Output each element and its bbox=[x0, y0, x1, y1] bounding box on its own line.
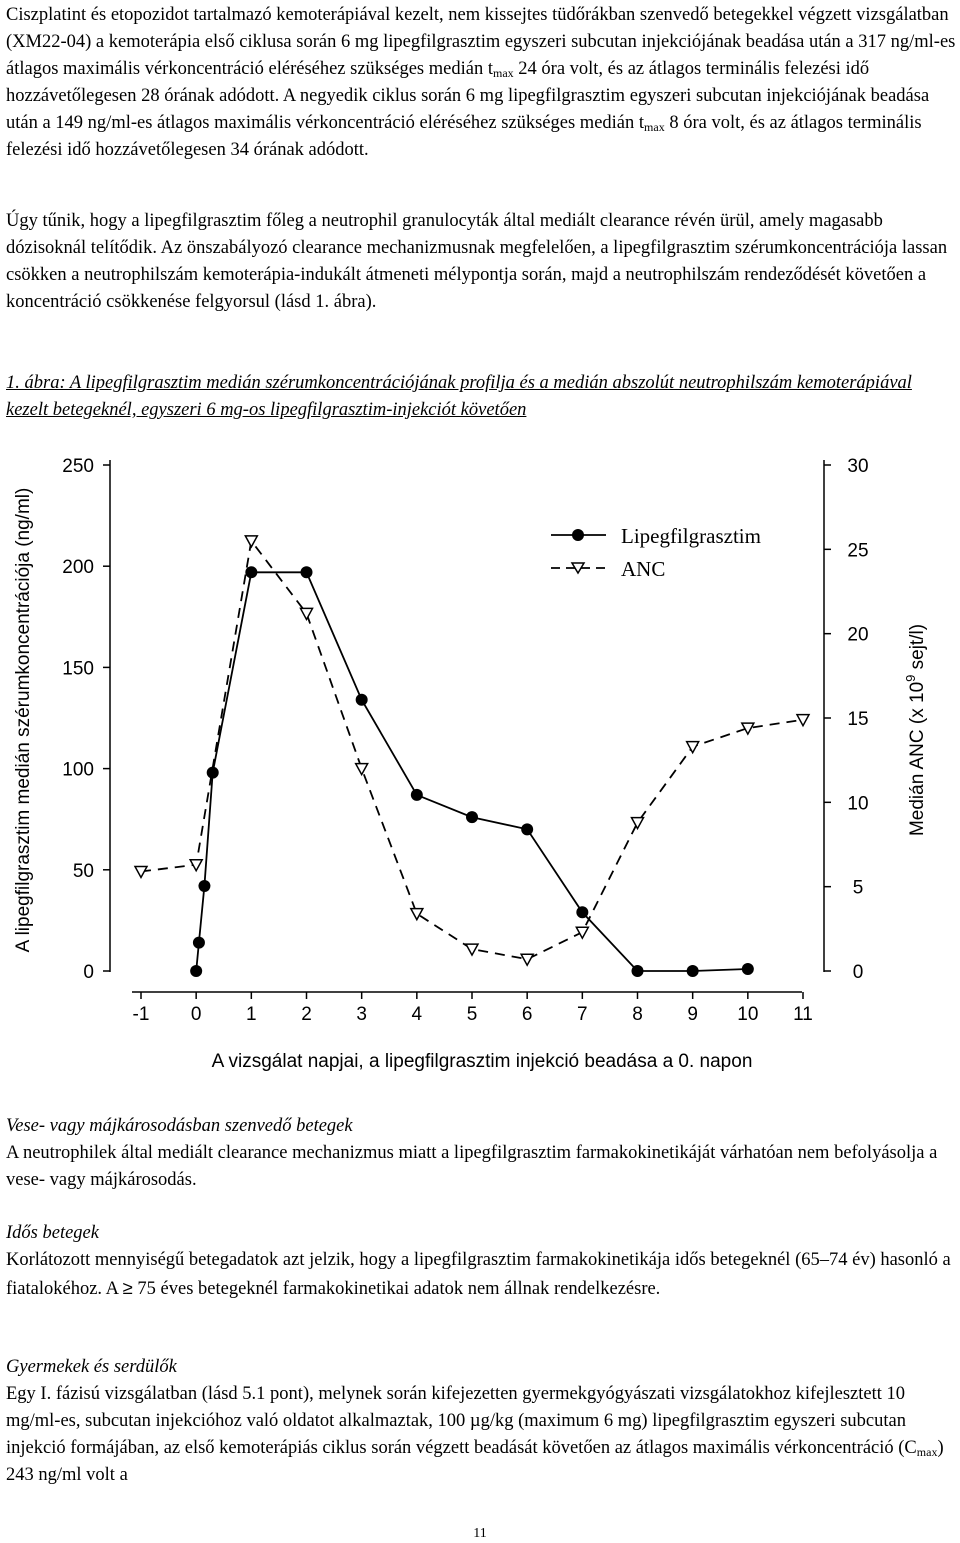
anc-point bbox=[521, 954, 533, 965]
left-tick-label: 250 bbox=[62, 456, 94, 477]
x-tick-label: 5 bbox=[466, 1004, 478, 1025]
page-number: 11 bbox=[473, 1526, 487, 1541]
x-tick-label: 2 bbox=[301, 1004, 312, 1025]
x-axis-label: A vizsgálat napjai, a lipegfilgrasztim injekció beadása a 0. napon bbox=[211, 1051, 753, 1072]
pk-paragraph-1 bbox=[6, 2, 956, 164]
chart-legend bbox=[551, 524, 761, 581]
elderly-heading: Idős betegek bbox=[6, 1223, 99, 1243]
x-tick-label: 1 bbox=[246, 1004, 257, 1025]
x-tick-label: 9 bbox=[687, 1004, 698, 1025]
lipegfilgrasztim-point bbox=[742, 963, 754, 975]
x-tick-label: -1 bbox=[132, 1004, 150, 1025]
series-markers bbox=[135, 536, 809, 977]
lipegfilgrasztim-point bbox=[576, 906, 588, 918]
right-axis-ticks bbox=[824, 456, 869, 983]
anc-point bbox=[356, 764, 368, 775]
x-tick-label: 3 bbox=[356, 1004, 367, 1025]
right-tick-label: 30 bbox=[847, 456, 869, 477]
left-tick-label: 0 bbox=[83, 962, 94, 983]
anc-point bbox=[411, 909, 423, 920]
lipegfilgrasztim-point bbox=[193, 937, 205, 949]
right-tick-label: 0 bbox=[852, 962, 864, 983]
figure-1-chart bbox=[6, 440, 960, 1080]
x-tick-label: 7 bbox=[577, 1004, 588, 1025]
y-axis-right-label: Medián ANC (x $10^9$ sejt/l) bbox=[903, 623, 928, 837]
pediatric-heading: Gyermekek és serdülők bbox=[6, 1357, 177, 1377]
left-axis-ticks bbox=[62, 456, 110, 983]
lipegfilgrasztim-point bbox=[190, 965, 202, 977]
section-elderly bbox=[6, 1220, 956, 1303]
lipegfilgrasztim-point bbox=[356, 694, 368, 706]
elderly-body: Korlátozott mennyiségű betegadatok azt jelzik, hogy a lipegfilgrasztim farmakokinetikája idős betegeknél (65–74 év) hasonló a fiatalokéhoz. A ≥ 75 éves betegeknél farmakokinetikai adatok nem állnak rendelkezésre. bbox=[6, 1250, 951, 1299]
left-tick-label: 100 bbox=[62, 759, 94, 781]
anc-series-line bbox=[141, 541, 803, 959]
right-tick-label: 15 bbox=[847, 709, 869, 730]
section-pediatric bbox=[6, 1354, 956, 1489]
right-tick-label: 20 bbox=[847, 624, 869, 646]
pk-text-a: Ciszplatint és etopozidot tartalmazó kemoterápiával kezelt, nem kissejtes tüdőrákban szenvedő betegekkel végzett vizsgálatban (XM22-04) a kemoterápia első ciklusa során 6 mg lipegfilgrasztim egyszeri subcutan injekciójának beadása után a 317 ng/ml-es átlagos maximális vérkoncentráció eléréséhez szükséges medián t bbox=[6, 5, 956, 79]
pk-text-c: 8 óra volt, és az átlagos terminális felezési idő hozzávetőlegesen 34 órának adódott. bbox=[6, 113, 922, 160]
left-tick-label: 150 bbox=[62, 658, 94, 680]
x-tick-label: 0 bbox=[190, 1004, 202, 1025]
lipegfilgrasztim-point bbox=[466, 811, 478, 823]
figure-caption: 1. ábra: A lipegfilgrasztim medián szérumkoncentrációjának profilja és a medián abszolút neutrophilszám kemoterápiával kezelt betegeknél, egyszeri 6 mg-os lipegfilgrasztim-injekciót követően bbox=[6, 373, 912, 420]
left-tick-label: 200 bbox=[62, 557, 94, 579]
section-renal-hepatic bbox=[6, 1113, 956, 1194]
lipegfilgrasztim-point bbox=[207, 767, 219, 779]
renal-heading: Vese- vagy májkárosodásban szenvedő betegek bbox=[6, 1116, 353, 1136]
x-tick-label: 10 bbox=[737, 1004, 759, 1025]
anc-point bbox=[301, 608, 313, 619]
legend-anc-label: ANC bbox=[621, 557, 666, 581]
right-tick-label: 5 bbox=[852, 877, 864, 899]
pk-text-b: 24 óra volt, és az átlagos terminális felezési idő hozzávetőlegesen 28 órának adódott. A negyedik ciklus során 6 mg lipegfilgrasztim egyszeri subcutan injekciójának beadása után a 149 ng/ml-es átlagos maximális vérkoncentráció eléréséhez szükséges medián t bbox=[6, 59, 930, 133]
lipegfilgrasztim-point bbox=[687, 965, 699, 977]
x-tick-label: 8 bbox=[632, 1004, 643, 1025]
x-tick-label: 11 bbox=[793, 1004, 813, 1025]
legend-lipeg-label: Lipegfilgrasztim bbox=[621, 524, 761, 548]
lipegfilgrasztim-series-line bbox=[196, 572, 748, 971]
anc-point bbox=[466, 944, 478, 955]
x-axis-ticks bbox=[133, 992, 813, 1025]
anc-point bbox=[687, 742, 699, 753]
anc-point bbox=[245, 536, 257, 547]
lipegfilgrasztim-point bbox=[245, 566, 257, 578]
legend-lipeg-marker bbox=[572, 529, 584, 541]
lipegfilgrasztim-point bbox=[301, 566, 313, 578]
tmax-subscript-2: max bbox=[644, 120, 665, 134]
renal-body: A neutrophilek által mediált clearance mechanizmus miatt a lipegfilgrasztim farmakokinetikáját várhatóan nem befolyásolja a vese- vagy májkárosodás. bbox=[6, 1143, 938, 1190]
x-tick-label: 6 bbox=[521, 1004, 533, 1025]
clearance-paragraph: Úgy tűnik, hogy a lipegfilgrasztim főleg a neutrophil granulocyták által mediált clearance révén ürül, amely magasabb dózisoknál telítődik. Az önszabályozó clearance mechanizmusnak megfelelően, a lipegfilgrasztim szérumkoncentrációja lassan csökken a neutrophilszám kemoterápia-indukált átmeneti mélypontja során, majd a neutrophilszám rendeződését követően a koncentráció csökkenése felgyorsul (lásd 1. ábra). bbox=[6, 211, 948, 312]
anc-point bbox=[797, 715, 809, 726]
anc-point bbox=[135, 866, 147, 877]
pediatric-body: Egy I. fázisú vizsgálatban (lásd 5.1 pont), melynek során kifejezetten gyermekgyógyászati vizsgálatokhoz kifejlesztett 10 mg/ml-es, subcutan injekcióhoz való oldatot alkalmaztak, 100 µg/kg (maximum 6 mg) lipegfilgrasztim egyszeri subcutan injekció formájában, az első kemoterápiás ciklus során végzett beadását követően az átlagos maximális vérkoncentráció $(C_{max})$ 243 ng/ml volt a bbox=[6, 1384, 944, 1485]
anc-point bbox=[576, 927, 588, 938]
right-tick-label: 10 bbox=[847, 793, 869, 815]
tmax-subscript-1: max bbox=[492, 66, 514, 80]
right-tick-label: 25 bbox=[847, 540, 869, 562]
left-tick-label: 50 bbox=[72, 860, 94, 882]
y-axis-left-label: A lipegfilgrasztim medián szérumkoncentrációja (ng/ml) bbox=[13, 487, 34, 953]
lipegfilgrasztim-point bbox=[632, 965, 644, 977]
lipegfilgrasztim-point bbox=[198, 880, 210, 892]
x-tick-label: 4 bbox=[411, 1004, 423, 1025]
lipegfilgrasztim-point bbox=[521, 823, 533, 835]
lipegfilgrasztim-point bbox=[411, 789, 423, 801]
series-lines bbox=[141, 541, 803, 971]
anc-point bbox=[632, 818, 644, 829]
